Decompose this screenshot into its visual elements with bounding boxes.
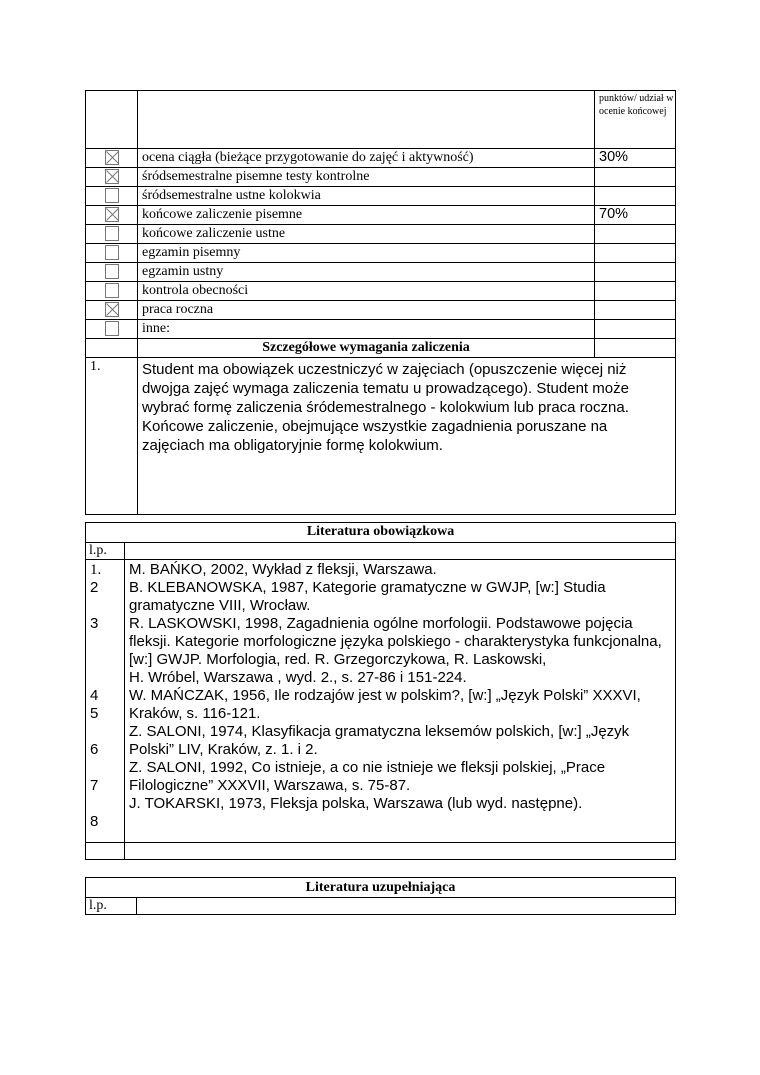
- assessment-value: [595, 301, 676, 320]
- reference-item: R. LASKOWSKI, 1998, Zagadnienia ogólne morfologii. Podstawowe pojęcia fleksji. Kategorie morfologiczne języka polskiego - charakterystyka funkcjonalna, [w:] GWJP. Morfologia, red. R. Grzegorczykowa, R. Laskowski,: [129, 615, 662, 668]
- assessment-value: [595, 282, 676, 301]
- details-title: Szczegółowe wymagania zaliczenia: [138, 339, 595, 358]
- lp-label: l.p.: [86, 543, 125, 560]
- details-number: 1.: [86, 358, 138, 515]
- reference-number: 1.: [90, 562, 102, 578]
- checkbox-midterm-oral-colloquia[interactable]: [105, 188, 119, 203]
- assessment-value: [595, 263, 676, 282]
- reference-list: [125, 560, 676, 843]
- assessment-label: kontrola obecności: [138, 282, 595, 301]
- assessment-value: [595, 225, 676, 244]
- details-text: Student ma obowiązek uczestniczyć w zajęciach (opuszczenie więcej niż dwojga zajęć wymaga zaliczenia tematu u prowadzącego). Student może wybrać formę zaliczenia śródemestralnego - kolokwium lub praca roczna. Końcowe zaliczenie, obejmujące wszystkie zagadnienia poruszane na zajęciach ma obligatoryjnie formę kolokwium.: [138, 358, 676, 515]
- reference-number: 6: [90, 741, 99, 758]
- checkbox-continuous-assessment[interactable]: [105, 150, 119, 165]
- reference-item: M. BAŃKO, 2002, Wykład z fleksji, Warszawa.: [129, 561, 437, 578]
- footer-blank-cell: [125, 843, 676, 860]
- reference-number: 5: [90, 705, 99, 722]
- reference-item: Z. SALONI, 1974, Klasyfikacja gramatyczna leksemów polskich, [w:] „Język Polski” LIV, Kraków, z. 1. i 2.: [129, 723, 630, 758]
- assessment-value: [595, 187, 676, 206]
- assessment-table: [85, 90, 676, 515]
- checkbox-midterm-written-tests[interactable]: [105, 169, 119, 184]
- assessment-label: egzamin pisemny: [138, 244, 595, 263]
- footer-blank-cell: [86, 843, 125, 860]
- points-column-header: punktów/ udział w ocenie końcowej: [595, 91, 676, 149]
- supplementary-literature-title: Literatura uzupełniająca: [86, 878, 676, 898]
- checkbox-other[interactable]: [105, 321, 119, 336]
- header-blank-cell: [86, 91, 138, 149]
- assessment-value: 70%: [595, 206, 676, 225]
- checkbox-annual-paper[interactable]: [105, 302, 119, 317]
- checkbox-written-exam[interactable]: [105, 245, 119, 260]
- lp-blank-cell: [137, 898, 676, 915]
- header-blank-cell: [138, 91, 595, 149]
- assessment-label: ocena ciągła (bieżące przygotowanie do zajęć i aktywność): [138, 149, 595, 168]
- reference-number: 7: [90, 777, 99, 794]
- reference-item: Z. SALONI, 1992, Co istnieje, a co nie istnieje we fleksji polskiej, „Prace Filologiczne” XXXVII, Warszawa, s. 75-87.: [129, 759, 606, 794]
- assessment-label: końcowe zaliczenie pisemne: [138, 206, 595, 225]
- reference-item: J. TOKARSKI, 1973, Fleksja polska, Warszawa (lub wyd. następne).: [129, 795, 583, 812]
- reference-numbers: [86, 560, 125, 843]
- assessment-value: [595, 168, 676, 187]
- assessment-label: egzamin ustny: [138, 263, 595, 282]
- supplementary-literature-table: [85, 877, 676, 915]
- checkbox-attendance-control[interactable]: [105, 283, 119, 298]
- reference-number: 4: [90, 687, 99, 704]
- checkbox-final-oral-credit[interactable]: [105, 226, 119, 241]
- required-literature-table: [85, 522, 676, 860]
- section-blank-cell: [86, 339, 138, 358]
- required-literature-title: Literatura obowiązkowa: [86, 523, 676, 543]
- reference-item: W. MAŃCZAK, 1956, Ile rodzajów jest w polskim?, [w:] „Język Polski” XXXVI, Kraków, s. 116-121.: [129, 687, 641, 722]
- assessment-label: końcowe zaliczenie ustne: [138, 225, 595, 244]
- assessment-label: praca roczna: [138, 301, 595, 320]
- assessment-label: śródsemestralne ustne kolokwia: [138, 187, 595, 206]
- assessment-value: [595, 320, 676, 339]
- reference-item: B. KLEBANOWSKA, 1987, Kategorie gramatyczne w GWJP, [w:] Studia gramatyczne VIII, Wrocław.: [129, 579, 606, 614]
- checkbox-final-written-credit[interactable]: [105, 207, 119, 222]
- lp-label: l.p.: [86, 898, 137, 915]
- assessment-label: śródsemestralne pisemne testy kontrolne: [138, 168, 595, 187]
- assessment-label: inne:: [138, 320, 595, 339]
- assessment-value: [595, 244, 676, 263]
- reference-item: H. Wróbel, Warszawa , wyd. 2., s. 27-86 i 151-224.: [129, 669, 467, 686]
- reference-number: 8: [90, 813, 99, 830]
- checkbox-oral-exam[interactable]: [105, 264, 119, 279]
- lp-blank-cell: [125, 543, 676, 560]
- section-blank-cell: [595, 339, 676, 358]
- assessment-value: 30%: [595, 149, 676, 168]
- reference-number: 2: [90, 579, 99, 596]
- reference-number: 3: [90, 615, 99, 632]
